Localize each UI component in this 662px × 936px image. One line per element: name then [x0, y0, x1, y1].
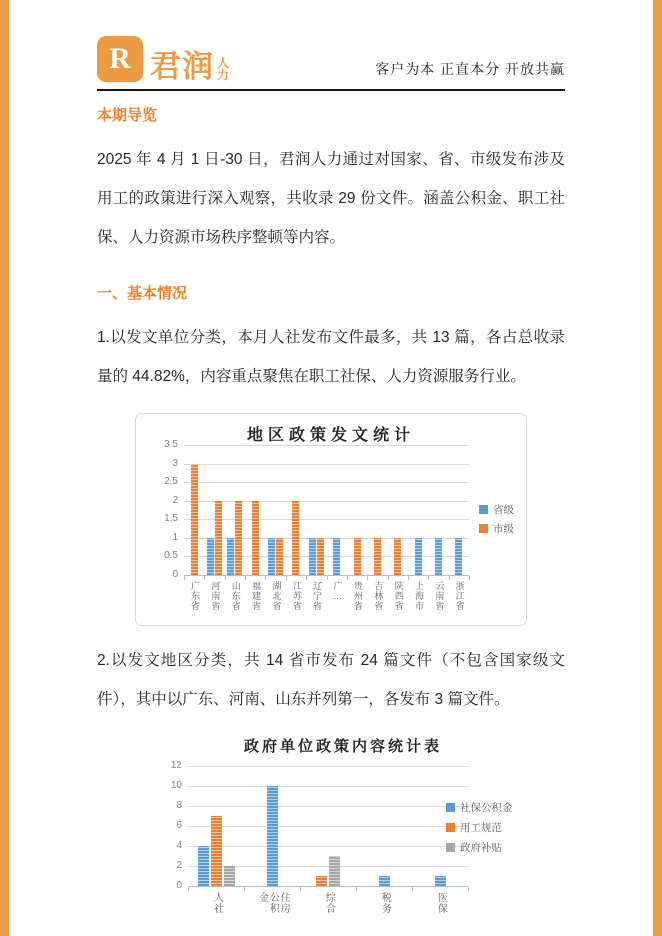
x-axis-tick [204, 576, 205, 580]
bar-市级 [215, 501, 222, 575]
x-axis-category-label: 浙江省 [454, 581, 465, 611]
y-axis-tick-label: 2 [176, 860, 182, 871]
bar-省级 [333, 538, 340, 575]
legend-label: 用工规范 [460, 822, 502, 834]
legend-label: 政府补贴 [460, 842, 502, 854]
legend-swatch [479, 524, 488, 533]
y-axis-tick-label: 3.5 [164, 439, 178, 450]
x-axis-category-label: 辽宁省 [312, 581, 323, 611]
legend-label: 社保公积金 [460, 802, 513, 814]
overview-heading: 本期导览 [97, 107, 158, 124]
bar-省级 [268, 538, 275, 575]
grid-line [184, 464, 469, 465]
x-axis-tick [327, 576, 328, 580]
bar-市级 [317, 538, 324, 575]
x-axis-tick [300, 887, 301, 891]
bar-省级 [415, 538, 422, 575]
y-axis-tick-label: 10 [170, 780, 182, 791]
grid-line [188, 766, 468, 767]
bar-省级 [455, 538, 462, 575]
y-axis-tick-label: 2.5 [164, 476, 178, 488]
x-axis-category-label: 山东省 [230, 581, 241, 611]
x-axis-tick [286, 576, 287, 580]
grid-line [184, 482, 469, 483]
y-axis-tick-label: 12 [170, 760, 182, 771]
legend-item [446, 800, 513, 815]
x-axis-category-label: 福建省 [251, 581, 262, 611]
grid-line [188, 826, 468, 827]
point2-paragraph: 2.以发文地区分类，共 14 省市发布 24 篇文件（不包含国家级文件），其中以广东、河南、山东并列第一，各发布 3 篇文件。 [97, 652, 565, 708]
page-content [97, 0, 565, 936]
x-axis-line [188, 886, 468, 887]
bar-市级 [374, 538, 381, 575]
bar-市级 [292, 501, 299, 575]
x-axis-category-label: 江苏省 [291, 581, 302, 611]
x-axis-tick [449, 576, 450, 580]
legend-item [446, 840, 502, 855]
x-axis-category-label: 综合 [323, 892, 335, 914]
bar-省级 [227, 538, 234, 575]
y-axis-tick-label: 1.5 [164, 513, 178, 525]
x-axis-tick [184, 576, 185, 580]
legend-item [446, 820, 502, 835]
legend-swatch [446, 803, 455, 812]
x-axis-tick [356, 887, 357, 891]
x-axis-tick [408, 576, 409, 580]
legend-swatch [479, 505, 488, 514]
legend-swatch [446, 843, 455, 852]
bar-市级 [354, 538, 361, 575]
bar-社保公积金 [435, 876, 446, 886]
chart-title: 政府单位政策内容统计表 [243, 738, 442, 755]
bar-社保公积金 [267, 786, 278, 886]
legend-label: 市级 [493, 523, 514, 535]
chart-region-policy-stats [135, 413, 527, 626]
page-edge-left [0, 0, 9, 936]
x-axis-category-label: 贵州省 [352, 581, 363, 611]
y-axis-tick-label: 1 [172, 531, 178, 543]
grid-line [184, 519, 469, 520]
y-axis-tick-label: 0.5 [164, 550, 178, 562]
chart-title: 地区政策发文统计 [246, 427, 415, 444]
bar-政府补贴 [224, 866, 235, 886]
x-axis-category-label: 吉林省 [373, 581, 384, 611]
overview-paragraph: 2025 年 4 月 1 日-30 日，君润人力通过对国家、省、市级发布涉及用工的政策进行深入观察，共收录 29 份文件。涵盖公积金、职工社保、人力资源市场秩序整顿等内容。 [97, 151, 565, 246]
y-axis-tick-label: 8 [176, 800, 182, 811]
bar-省级 [309, 538, 316, 575]
grid-line [188, 806, 468, 807]
bar-政府补贴 [329, 856, 340, 886]
page-edge-right [653, 0, 662, 936]
company-tagline: 客户为本 正直本分 开放共赢 [375, 61, 565, 77]
x-axis-category-label: 湖北省 [271, 581, 282, 611]
y-axis-tick-label: 0 [176, 880, 182, 891]
bar-市级 [394, 538, 401, 575]
bar-市级 [252, 501, 259, 575]
legend-label: 省级 [493, 504, 514, 516]
grid-line [184, 445, 469, 446]
y-axis-tick-label: 3 [172, 457, 178, 469]
x-axis-category-label: 陕西省 [393, 581, 404, 611]
section1-heading: 一、基本情况 [97, 285, 188, 302]
x-axis-tick [428, 576, 429, 580]
x-axis-tick [265, 576, 266, 580]
logo-name: 君润 [150, 49, 214, 84]
chart-gov-unit-policy-content [133, 730, 553, 936]
bar-市级 [276, 538, 283, 575]
logo-subtext [217, 57, 229, 82]
bar-省级 [207, 538, 214, 575]
x-axis-category-label: 广… [332, 581, 343, 602]
y-axis-tick-label: 2 [172, 494, 178, 506]
x-axis-category-label: 广东省 [190, 581, 201, 611]
legend-swatch [446, 823, 455, 832]
x-axis-tick [468, 887, 469, 891]
y-axis-tick-label: 0 [172, 569, 178, 580]
bar-用工规范 [316, 876, 327, 886]
grid-line [188, 786, 468, 787]
x-axis-tick [244, 887, 245, 891]
x-axis-category-label: 河南省 [210, 581, 221, 611]
logo-icon: R [97, 36, 143, 82]
bar-市级 [235, 501, 242, 575]
company-logo [97, 36, 229, 82]
x-axis-tick [188, 887, 189, 891]
x-axis-category-label: 上海市 [413, 581, 424, 611]
x-axis-category-label: 住房公积金 [256, 892, 290, 914]
legend-item [479, 502, 514, 517]
point1-paragraph: 1.以发文单位分类，本月人社发布文件最多，共 13 篇，各占总收录量的 44.82%，内容重点聚焦在职工社保、人力资源服务行业。 [97, 329, 565, 385]
x-axis-tick [412, 887, 413, 891]
legend-item [479, 521, 514, 536]
bar-社保公积金 [379, 876, 390, 886]
x-axis-tick [367, 576, 368, 580]
logo-sub-top: 人 [217, 56, 230, 70]
x-axis-tick [469, 576, 470, 580]
x-axis-tick [225, 576, 226, 580]
grid-line [188, 846, 468, 847]
y-axis-tick-label: 6 [176, 820, 182, 831]
x-axis-category-label: 人社 [211, 892, 223, 914]
bar-市级 [191, 464, 198, 575]
x-axis-category-label: 云南省 [434, 581, 445, 611]
bar-用工规范 [211, 816, 222, 886]
x-axis-tick [388, 576, 389, 580]
logo-sub-bottom: 力 [217, 68, 230, 82]
x-axis-tick [347, 576, 348, 580]
x-axis-category-label: 税务 [379, 892, 391, 914]
bar-社保公积金 [198, 846, 209, 886]
header [97, 0, 565, 91]
bar-省级 [435, 538, 442, 575]
y-axis-tick-label: 4 [176, 840, 182, 851]
x-axis-tick [306, 576, 307, 580]
x-axis-tick [245, 576, 246, 580]
grid-line [184, 501, 469, 502]
x-axis-category-label: 医保 [435, 892, 447, 914]
